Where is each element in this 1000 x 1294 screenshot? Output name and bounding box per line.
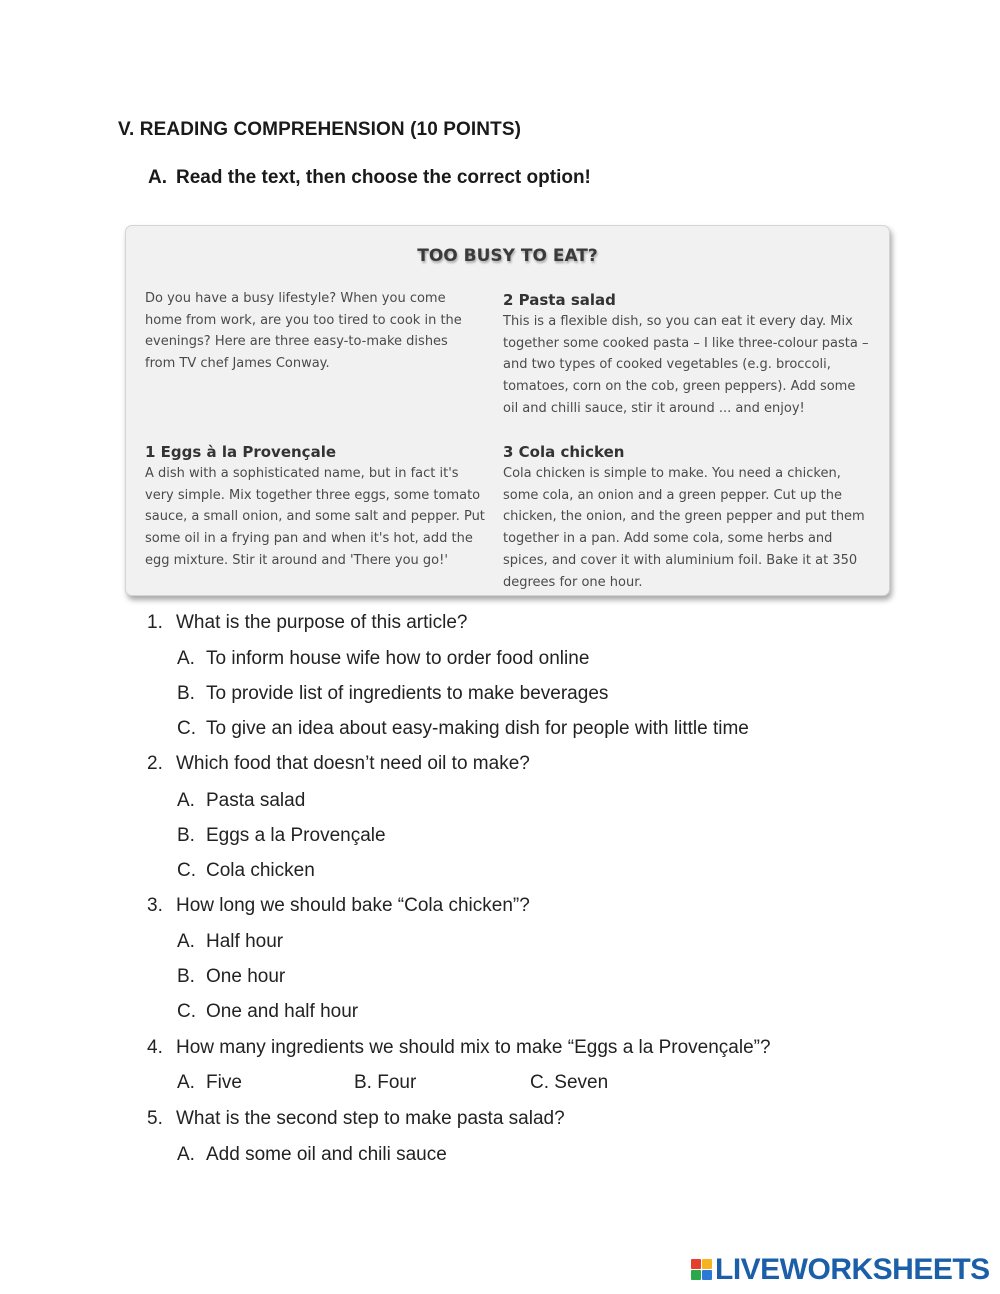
dish-heading: 3 Cola chicken [503, 443, 625, 461]
option-label: A. [177, 790, 195, 811]
question-text: What is the purpose of this article? [176, 612, 468, 633]
article-card [125, 225, 890, 596]
section-title: V. READING COMPREHENSION (10 POINTS) [118, 119, 522, 140]
question-text: Which food that doesn’t need oil to make? [176, 753, 530, 774]
option-4b[interactable] [354, 1070, 416, 1096]
dish-body: Cola chicken is simple to make. You need a chicken, some cola, an onion and a green pepper. Cut up the chicken, the onion, and the green pepper and put them together in a pan. Add some cola, some herbs and spices, and cover it with aluminium foil. Bake it at 350 degrees for one hour. [503, 466, 865, 590]
question-number: 3. [147, 895, 163, 916]
colored-blocks-icon [691, 1259, 713, 1281]
option-text: Eggs a la Provençale [206, 825, 386, 846]
dish-eggs-provencale [145, 441, 487, 572]
option-text: Add some oil and chili sauce [206, 1144, 447, 1165]
question-text: How many ingredients we should mix to make “Eggs a la Provençale”? [176, 1037, 771, 1058]
option-label: C. [177, 1001, 196, 1022]
option-text: To provide list of ingredients to make beverages [206, 683, 609, 704]
logo-text: LIVEWORKSHEETS [715, 1253, 990, 1286]
option-text: C. Seven [530, 1072, 609, 1093]
dish-pasta-salad [503, 289, 873, 420]
option-text: Pasta salad [206, 790, 306, 811]
option-label: C. [177, 860, 196, 881]
option-text: Half hour [206, 931, 284, 952]
dish-cola-chicken [503, 441, 871, 593]
question-text: How long we should bake “Cola chicken”? [176, 895, 530, 916]
dish-body: This is a flexible dish, so you can eat it every day. Mix together some cooked pasta – I like three-colour pasta – and two types of cooked vegetables (e.g. broccoli, tomatoes, corn on the cob, green peppers). Add some oil and chilli sauce, stir it around ... and enjoy! [503, 314, 869, 416]
option-text: Cola chicken [206, 860, 315, 881]
option-label: A. [177, 1144, 195, 1165]
option-label: A. [177, 931, 195, 952]
instruction-label: A. [148, 167, 167, 188]
option-text: One hour [206, 966, 286, 987]
option-4c[interactable] [530, 1070, 608, 1096]
dish-heading: 1 Eggs à la Provençale [145, 443, 337, 461]
option-label: A. [177, 648, 195, 669]
instruction [148, 167, 591, 189]
question-number: 4. [147, 1037, 163, 1058]
question-number: 2. [147, 753, 163, 774]
option-text: To inform house wife how to order food online [206, 648, 590, 669]
option-label: B. [177, 683, 195, 704]
article-intro-text: Do you have a busy lifestyle? When you come home from work, are you too tired to cook in the evenings? Here are three easy-to-make dishes from TV chef James Conway. [145, 291, 462, 372]
option-label: A. [177, 1072, 195, 1093]
option-text: B. Four [354, 1072, 417, 1093]
option-label: C. [177, 718, 196, 739]
dish-body: A dish with a sophisticated name, but in fact it's very simple. Mix together three eggs, some tomato sauce, a small onion, and some salt and pepper. Put some oil in a frying pan and when it's hot, add the egg mixture. Stir it around and 'There you go!' [145, 466, 485, 568]
option-label: B. [177, 825, 195, 846]
dish-heading: 2 Pasta salad [503, 291, 616, 309]
option-text: To give an idea about easy-making dish for people with little time [206, 718, 749, 739]
article-title: TOO BUSY TO EAT? [417, 246, 598, 266]
question-text: What is the second step to make pasta salad? [176, 1108, 565, 1129]
option-label: B. [177, 966, 195, 987]
option-text: One and half hour [206, 1001, 359, 1022]
question-number: 1. [147, 612, 163, 633]
option-text: Five [206, 1072, 242, 1093]
article-intro [145, 288, 477, 375]
question-number: 5. [147, 1108, 163, 1129]
instruction-text: Read the text, then choose the correct option! [176, 167, 591, 188]
